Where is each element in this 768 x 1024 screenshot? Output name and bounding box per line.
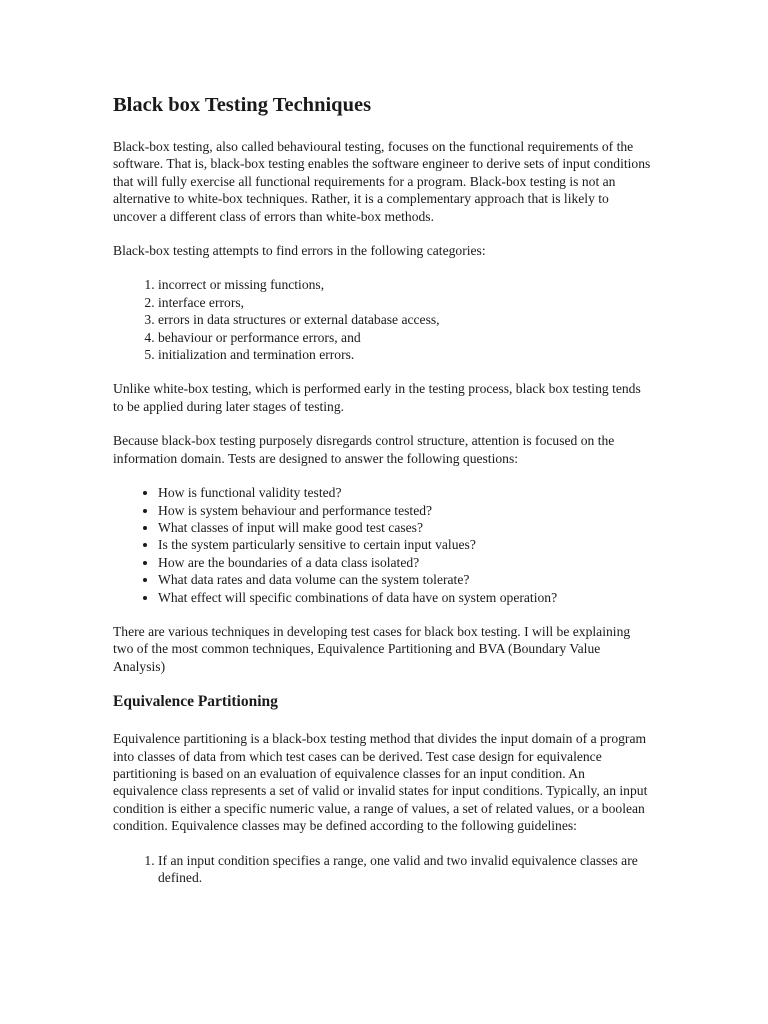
list-item: • What effect will specific combinations of data have on system operation?	[158, 589, 653, 606]
intro-paragraph: Black-box testing, also called behavioural testing, focuses on the functional requirements of the software. That is, black-box testing enables the software engineer to derive sets of input conditions that will fully exercise all functional requirements for a program. Black-box testing is not an alternative to white-box techniques. Rather, it is a complementary approach that is likely to uncover a different class of errors than white-box methods.	[113, 139, 651, 224]
questions-list	[113, 484, 653, 606]
list-item: • Is the system particularly sensitive to certain input values?	[158, 536, 653, 553]
list-item: • How are the boundaries of a data class isolated?	[158, 554, 653, 571]
list-item: • How is functional validity tested?	[158, 484, 653, 501]
page-title: Black box Testing Techniques	[113, 94, 372, 116]
categories-intro-paragraph: Black-box testing attempts to find errors in the following categories:	[113, 243, 486, 259]
guidelines-list	[113, 852, 653, 887]
unlike-paragraph: Unlike white-box testing, which is performed early in the testing process, black box testing tends to be applied during later stages of testing.	[113, 381, 641, 414]
list-item: 2. interface errors,	[158, 294, 653, 311]
section-heading: Equivalence Partitioning	[113, 693, 278, 711]
list-item: • How is system behaviour and performance tested?	[158, 502, 653, 519]
equivalence-paragraph: Equivalence partitioning is a black-box testing method that divides the input domain of a program into classes of data from which test cases can be derived. Test case design for equivalence partitioning is based on an evaluation of equivalence classes for an input condition. An equivalence class represents a set of valid or invalid states for input conditions. Typically, an input condition is either a specific numeric value, a range of values, a set of related values, or a boolean condition. Equivalence classes may be defined according to the following guidelines:	[113, 731, 648, 834]
error-categories-list	[113, 276, 653, 363]
because-paragraph: Because black-box testing purposely disregards control structure, attention is focused on the information domain. Tests are designed to answer the following questions:	[113, 433, 615, 466]
techniques-paragraph: There are various techniques in developing test cases for black box testing. I will be explaining two of the most common techniques, Equivalence Partitioning and BVA (Boundary Value Analysis)	[113, 623, 631, 674]
list-item: 1. incorrect or missing functions,	[158, 276, 653, 293]
list-item: 3. errors in data structures or external database access,	[158, 311, 653, 328]
list-item: • What classes of input will make good test cases?	[158, 519, 653, 536]
list-item: 4. behaviour or performance errors, and	[158, 329, 653, 346]
list-item: 1. If an input condition specifies a range, one valid and two invalid equivalence classes are defined.	[158, 852, 653, 887]
list-item: • What data rates and data volume can the system tolerate?	[158, 571, 653, 588]
list-item: 5. initialization and termination errors.	[158, 346, 653, 363]
document-page	[113, 92, 653, 903]
